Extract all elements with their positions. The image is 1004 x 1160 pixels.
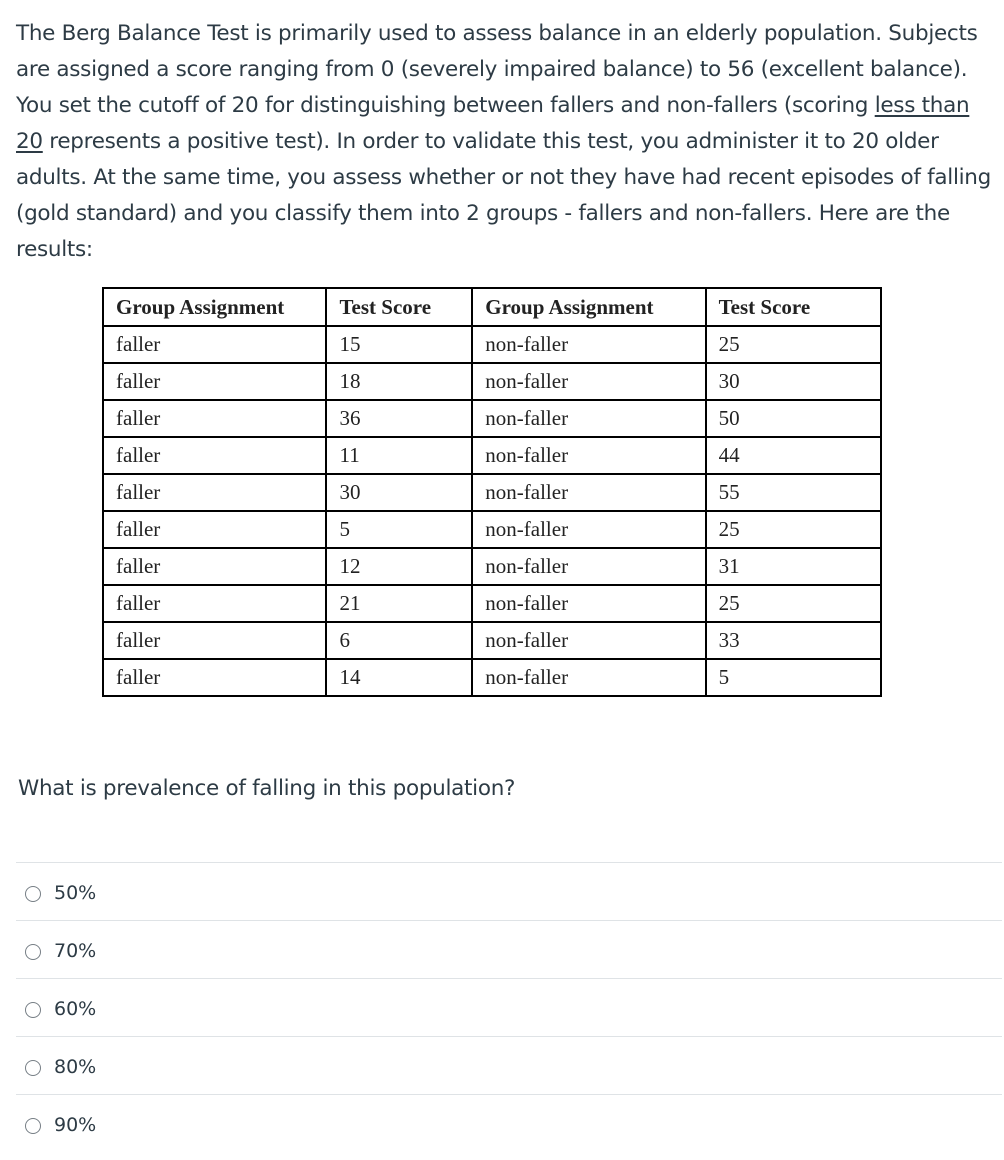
non-faller-score-cell: 33 bbox=[706, 622, 881, 659]
answer-label: 50% bbox=[54, 881, 97, 904]
non-faller-score-cell: 25 bbox=[706, 585, 881, 622]
intro-text-part1: The Berg Balance Test is primarily used to assess balance in an elderly population. Subjects are assigned a score ranging from 0 (severely impaired balance) to 56 (excellent balance). You set the cutoff of 20 for distinguishing between fallers and non-fallers (scoring bbox=[16, 21, 978, 118]
non-faller-group-cell: non-faller bbox=[472, 659, 705, 696]
non-faller-group-cell: non-faller bbox=[472, 511, 705, 548]
table-row bbox=[103, 511, 881, 548]
non-faller-score-cell: 31 bbox=[706, 548, 881, 585]
results-table bbox=[102, 287, 882, 697]
non-faller-score-cell: 25 bbox=[706, 511, 881, 548]
answer-label: 90% bbox=[54, 1113, 97, 1136]
header-test-score-2: Test Score bbox=[706, 288, 881, 326]
faller-score-cell: 14 bbox=[326, 659, 472, 696]
answer-option-60[interactable] bbox=[16, 978, 1002, 1036]
answer-label: 60% bbox=[54, 997, 97, 1020]
intro-text-part2: represents a positive test). In order to validate this test, you administer it to 20 older adults. At the same time, you assess whether or not they have had recent episodes of falling (gold standard) and you classify them into 2 groups - fallers and non-fallers. Here are the results: bbox=[16, 129, 991, 262]
question-intro bbox=[16, 16, 1000, 268]
table-header-row bbox=[103, 288, 881, 326]
radio-button-icon[interactable] bbox=[25, 1002, 41, 1018]
non-faller-group-cell: non-faller bbox=[472, 437, 705, 474]
non-faller-score-cell: 30 bbox=[706, 363, 881, 400]
non-faller-score-cell: 55 bbox=[706, 474, 881, 511]
table-row bbox=[103, 659, 881, 696]
non-faller-group-cell: non-faller bbox=[472, 585, 705, 622]
answer-options bbox=[16, 862, 1002, 1152]
header-group-assignment-1: Group Assignment bbox=[103, 288, 326, 326]
table-row bbox=[103, 400, 881, 437]
non-faller-group-cell: non-faller bbox=[472, 400, 705, 437]
answer-label: 80% bbox=[54, 1055, 97, 1078]
question-prompt: What is prevalence of falling in this population? bbox=[18, 776, 516, 801]
table-row bbox=[103, 585, 881, 622]
table-row bbox=[103, 622, 881, 659]
table-row bbox=[103, 363, 881, 400]
faller-score-cell: 5 bbox=[326, 511, 472, 548]
faller-group-cell: faller bbox=[103, 585, 326, 622]
faller-group-cell: faller bbox=[103, 326, 326, 363]
faller-group-cell: faller bbox=[103, 474, 326, 511]
faller-group-cell: faller bbox=[103, 400, 326, 437]
faller-group-cell: faller bbox=[103, 437, 326, 474]
non-faller-score-cell: 44 bbox=[706, 437, 881, 474]
non-faller-group-cell: non-faller bbox=[472, 548, 705, 585]
non-faller-group-cell: non-faller bbox=[472, 326, 705, 363]
non-faller-score-cell: 50 bbox=[706, 400, 881, 437]
faller-score-cell: 11 bbox=[326, 437, 472, 474]
faller-group-cell: faller bbox=[103, 511, 326, 548]
answer-label: 70% bbox=[54, 939, 97, 962]
radio-button-icon[interactable] bbox=[25, 886, 41, 902]
non-faller-group-cell: non-faller bbox=[472, 622, 705, 659]
non-faller-score-cell: 5 bbox=[706, 659, 881, 696]
faller-score-cell: 12 bbox=[326, 548, 472, 585]
faller-group-cell: faller bbox=[103, 548, 326, 585]
table-row bbox=[103, 548, 881, 585]
non-faller-group-cell: non-faller bbox=[472, 363, 705, 400]
answer-option-90[interactable] bbox=[16, 1094, 1002, 1152]
faller-score-cell: 6 bbox=[326, 622, 472, 659]
answer-option-80[interactable] bbox=[16, 1036, 1002, 1094]
non-faller-group-cell: non-faller bbox=[472, 474, 705, 511]
table-row bbox=[103, 326, 881, 363]
radio-button-icon[interactable] bbox=[25, 1118, 41, 1134]
faller-score-cell: 15 bbox=[326, 326, 472, 363]
faller-score-cell: 36 bbox=[326, 400, 472, 437]
faller-score-cell: 18 bbox=[326, 363, 472, 400]
faller-group-cell: faller bbox=[103, 622, 326, 659]
radio-button-icon[interactable] bbox=[25, 944, 41, 960]
non-faller-score-cell: 25 bbox=[706, 326, 881, 363]
radio-button-icon[interactable] bbox=[25, 1060, 41, 1076]
intro-underlined-cutoff: less than 20 bbox=[16, 93, 970, 154]
table-row bbox=[103, 474, 881, 511]
faller-group-cell: faller bbox=[103, 363, 326, 400]
answer-option-50[interactable] bbox=[16, 862, 1002, 920]
answer-option-70[interactable] bbox=[16, 920, 1002, 978]
header-group-assignment-2: Group Assignment bbox=[472, 288, 705, 326]
header-test-score-1: Test Score bbox=[326, 288, 472, 326]
faller-score-cell: 21 bbox=[326, 585, 472, 622]
faller-score-cell: 30 bbox=[326, 474, 472, 511]
faller-group-cell: faller bbox=[103, 659, 326, 696]
table-row bbox=[103, 437, 881, 474]
